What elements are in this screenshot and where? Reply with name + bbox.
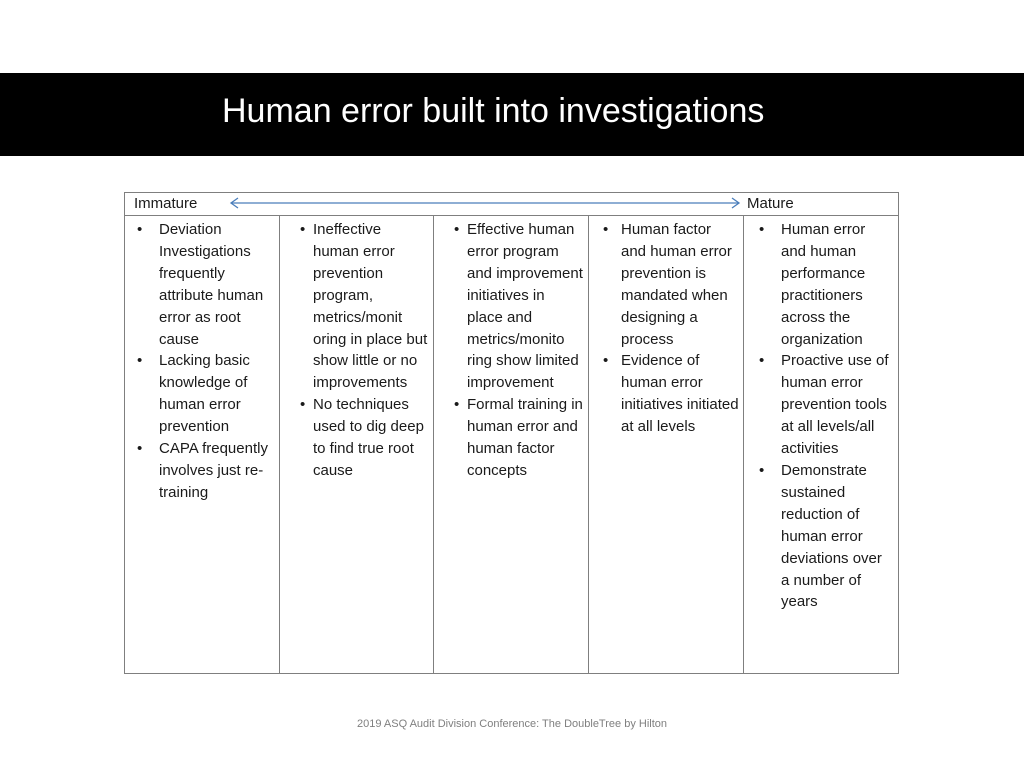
list-item [125, 438, 275, 504]
bullet-icon: • [759, 352, 765, 370]
bullet-icon: • [759, 461, 765, 479]
bullet-text: Human error and human performance practitioners across the organization [781, 221, 866, 348]
maturity-scale-row [125, 193, 898, 216]
bullet-text: Effective human error program and improvement initiatives in place and metrics/monito ring show limited improvement [467, 221, 583, 392]
list-item [280, 394, 429, 482]
bullet-text: Deviation Investigations frequently attribute human error as root cause [159, 221, 264, 348]
list-item [125, 219, 275, 350]
maturity-column-1 [125, 216, 280, 673]
bullet-icon: • [300, 396, 306, 414]
maturity-column-4 [589, 216, 744, 673]
bullet-icon: • [603, 221, 609, 238]
bullet-text: Evidence of human error initiatives initiated at all levels [621, 352, 739, 436]
list-item [125, 350, 275, 438]
bullet-icon: • [759, 221, 765, 238]
slide-title: Human error built into investigations [222, 92, 765, 130]
bullet-text: Ineffective human error prevention program, metrics/monit oring in place but show little or no improvements [313, 221, 428, 392]
list-item [434, 219, 584, 394]
bullet-icon: • [137, 352, 143, 370]
list-item [744, 350, 894, 460]
bullet-icon: • [454, 396, 460, 414]
list-item [589, 350, 739, 438]
list-item [280, 219, 429, 394]
maturity-column-2 [280, 216, 434, 673]
footer-text: 2019 ASQ Audit Division Conference: The DoubleTree by Hilton [356, 718, 667, 730]
bullet-icon: • [603, 352, 609, 370]
bullet-icon: • [137, 440, 143, 458]
bullet-text: Human factor and human error prevention is mandated when designing a process [621, 221, 732, 348]
list-item [434, 394, 584, 482]
list-item [744, 460, 894, 613]
bullet-icon: • [300, 221, 306, 238]
double-arrow-icon [229, 196, 741, 210]
bullet-text: Formal training in human error and human factor concepts [467, 396, 583, 479]
list-item [589, 219, 739, 350]
list-item [744, 219, 894, 350]
maturity-column-5 [744, 216, 898, 673]
bullet-text: Lacking basic knowledge of human error prevention [159, 352, 250, 436]
bullet-icon: • [137, 221, 143, 238]
bullet-text: CAPA frequently involves just re-training [159, 440, 268, 501]
bullet-icon: • [454, 221, 460, 238]
bullet-text: Demonstrate sustained reduction of human error deviations over a number of years [781, 461, 882, 611]
bullet-text: No techniques used to dig deep to find true root cause [313, 396, 424, 479]
mature-label: Mature [747, 195, 794, 212]
bullet-text: Proactive use of human error prevention tools at all levels/all activities [781, 352, 889, 458]
immature-label: Immature [134, 195, 198, 212]
maturity-table [124, 192, 899, 674]
maturity-column-3 [434, 216, 589, 673]
